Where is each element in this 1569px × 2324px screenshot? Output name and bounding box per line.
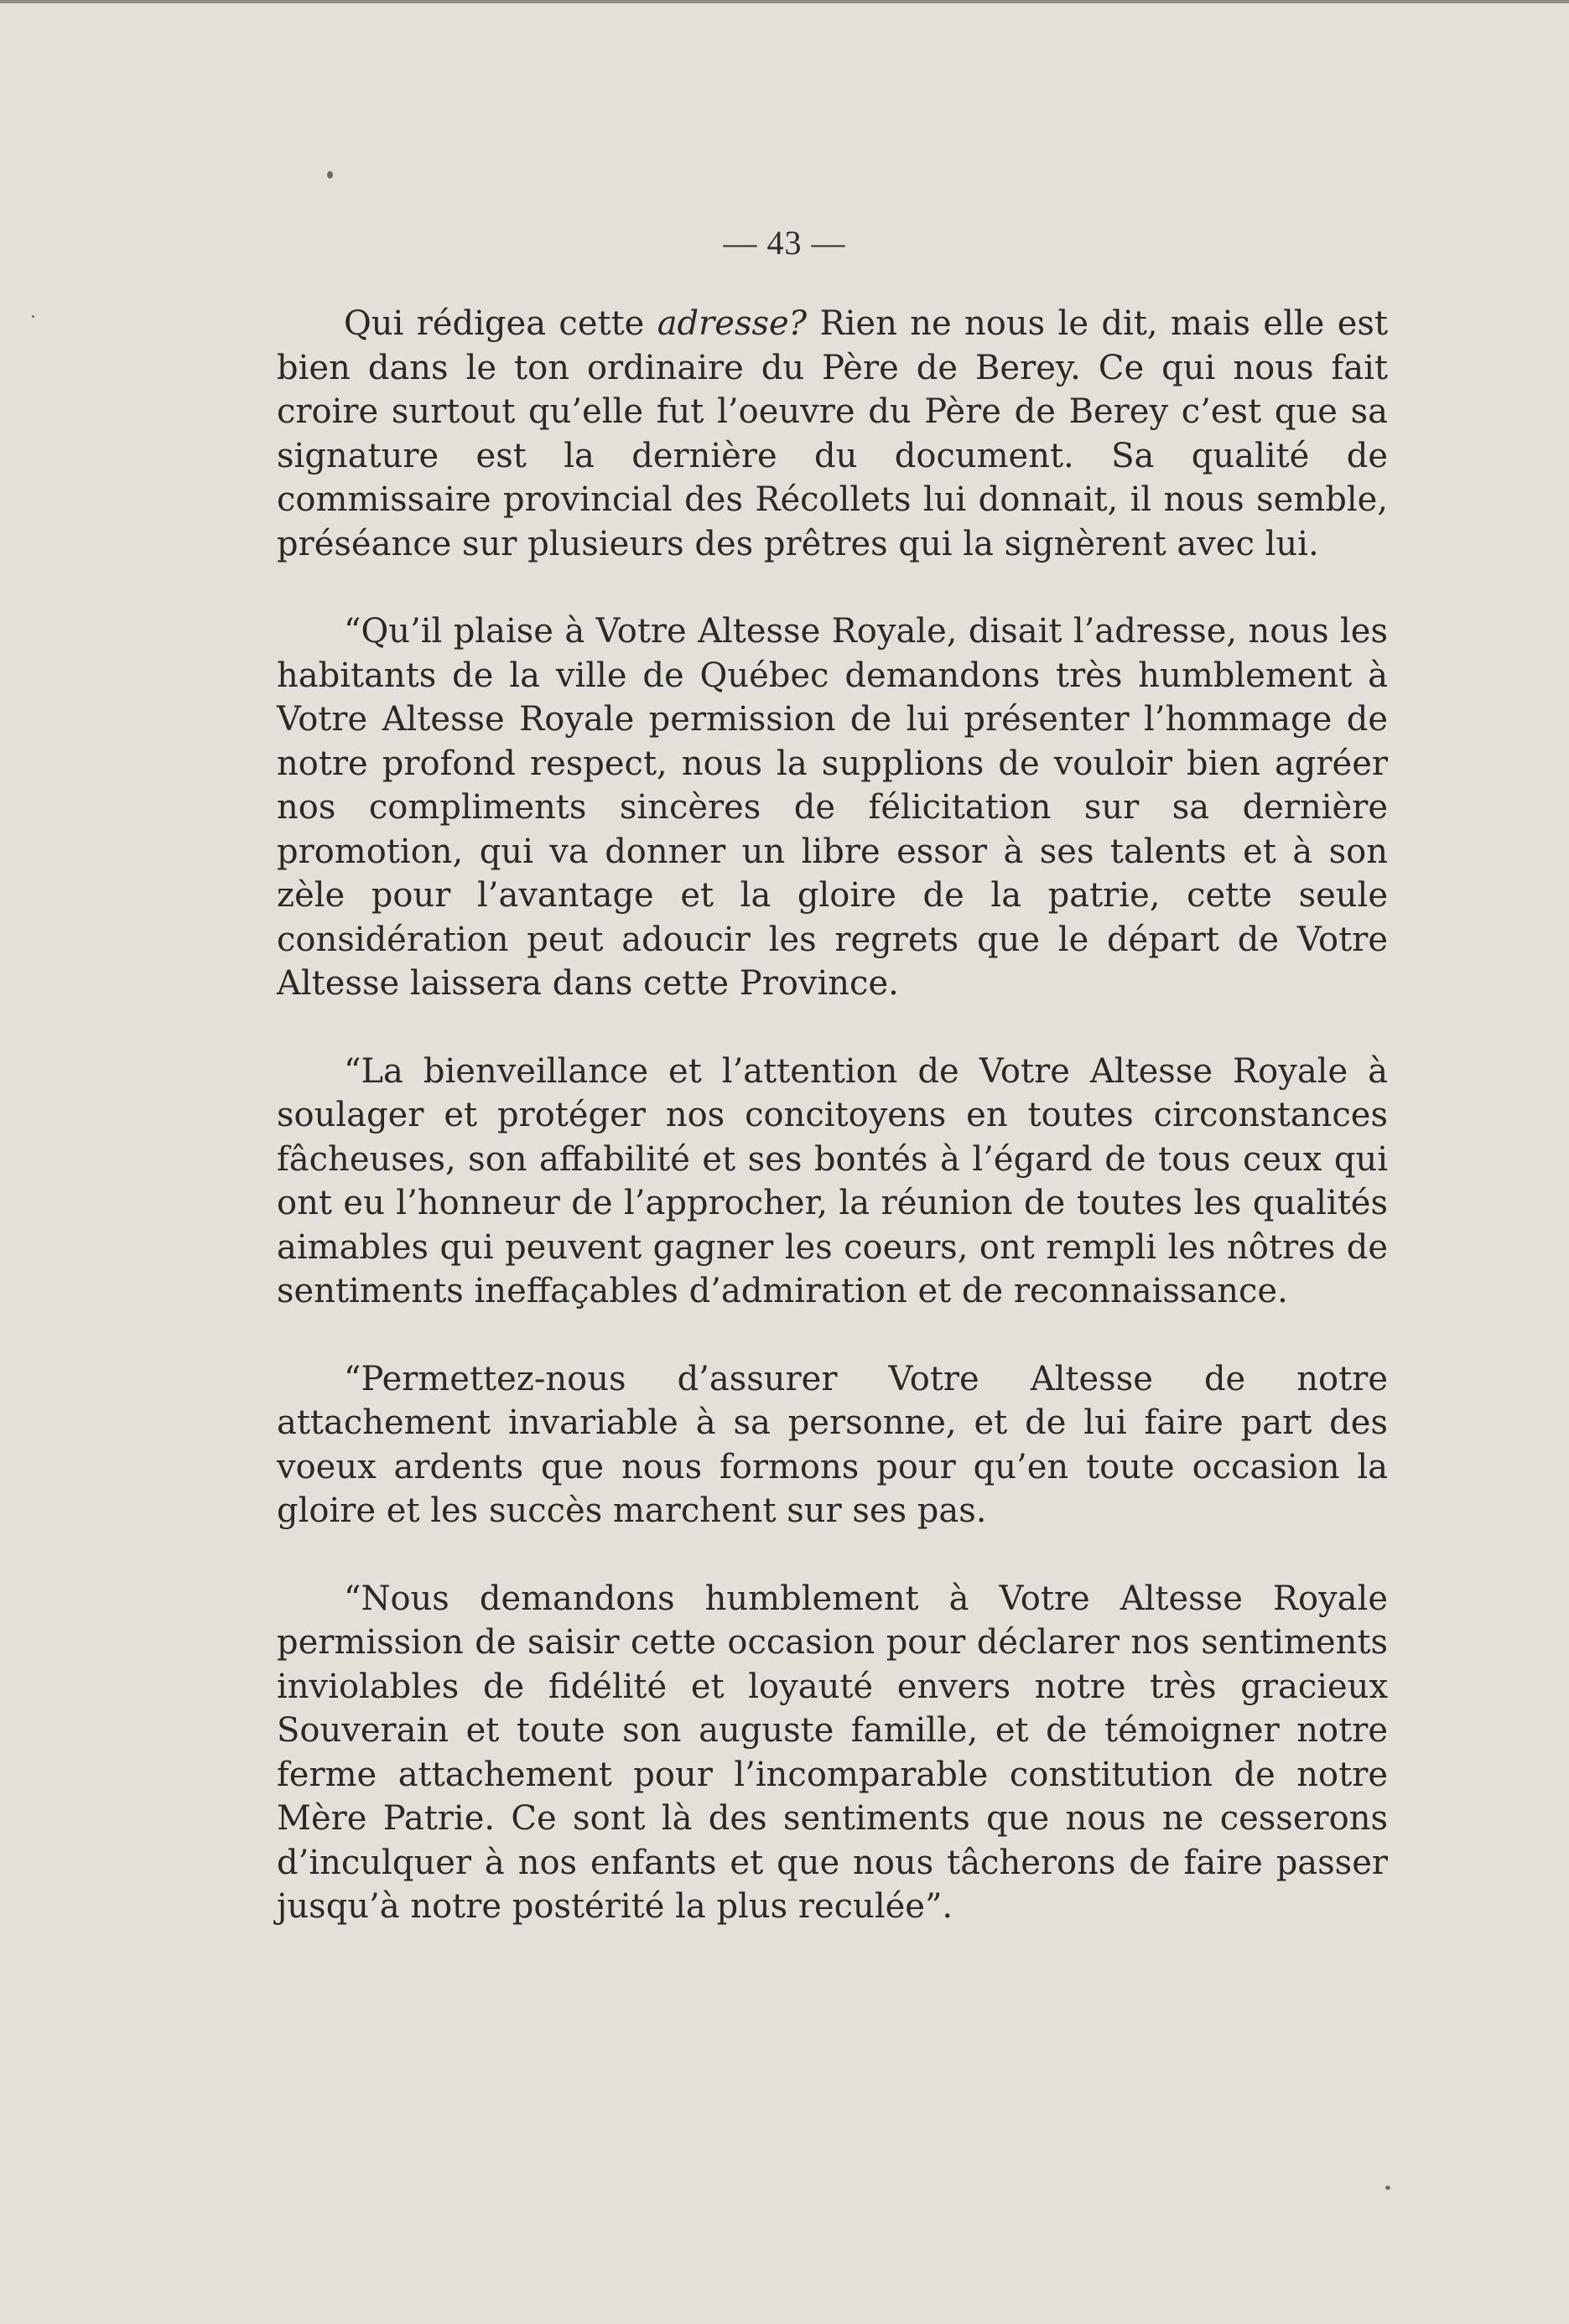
body-text — [277, 302, 1388, 1973]
paragraph-4: “Permettez-nous d’assurer Votre Altesse de notre attachement invariable à sa personne, et de lui faire part des voeux ardents que nous formons pour qu’en toute occasion la gloire et les succès marchent sur ses pas. — [277, 1359, 1388, 1530]
page-number: — 43 — — [723, 224, 846, 262]
paragraph-1-start: Qui rédigea cette — [344, 304, 657, 343]
paragraph-5: “Nous demandons humblement à Votre Altesse Royale permission de saisir cette occasion pour déclarer nos sentiments inviolables de fidélité et loyauté envers notre très gracieux Souverain et toute son auguste famille, et de témoigner notre ferme attachement pour l’incomparable constitution de notre Mère Patrie. Ce sont là des sentiments que nous ne cesserons d’inculquer à nos enfants et que nous tâcherons de faire passer jusqu’à notre postérité la plus reculée”. — [277, 1579, 1388, 1926]
paragraph-3: “La bienveillance et l’attention de Votre Altesse Royale à soulager et protéger nos concitoyens en toutes circonstances fâcheuses, son affabilité et ses bontés à l’égard de tous ceux qui ont eu l’honneur de l’approcher, la réunion de toutes les qualités aimables qui peuvent gagner les coeurs, ont rempli les nôtres de sentiments ineffaçables d’admiration et de reconnaissance. — [277, 1051, 1388, 1310]
ink-speck — [1385, 2186, 1390, 2190]
paragraph-1-italic: adresse? — [657, 304, 808, 343]
paragraph-2: “Qu’il plaise à Votre Altesse Royale, disait l’adresse, nous les habitants de la ville de Québec demandons très humblement à Votre Altesse Royale permission de lui présenter l’hommage de notre profond respect, nous la supplions de vouloir bien agréer nos compliments sincères de félicitation sur sa dernière promotion, qui va donner un libre essor à ses talents et à son zèle pour l’avantage et la gloire de la patrie, cette seule considération peut adoucir les regrets que le départ de Votre Altesse laissera dans cette Province. — [277, 612, 1388, 1003]
ink-speck — [32, 315, 34, 318]
paragraph-1-rest: Rien ne nous le dit, mais elle est bien dans le ton ordinaire du Père de Berey. Ce qui nous fait croire surtout qu’elle fut l’oeuvre du Père de Berey c’est que sa signature est la dernière du document. Sa qualité de commissaire provincial des Récollets lui donnait, il nous semble, préséance sur plusieurs des prêtres qui la signèrent avec lui. — [277, 304, 1389, 563]
ink-speck — [327, 171, 333, 179]
paragraph-1 — [277, 302, 1388, 566]
